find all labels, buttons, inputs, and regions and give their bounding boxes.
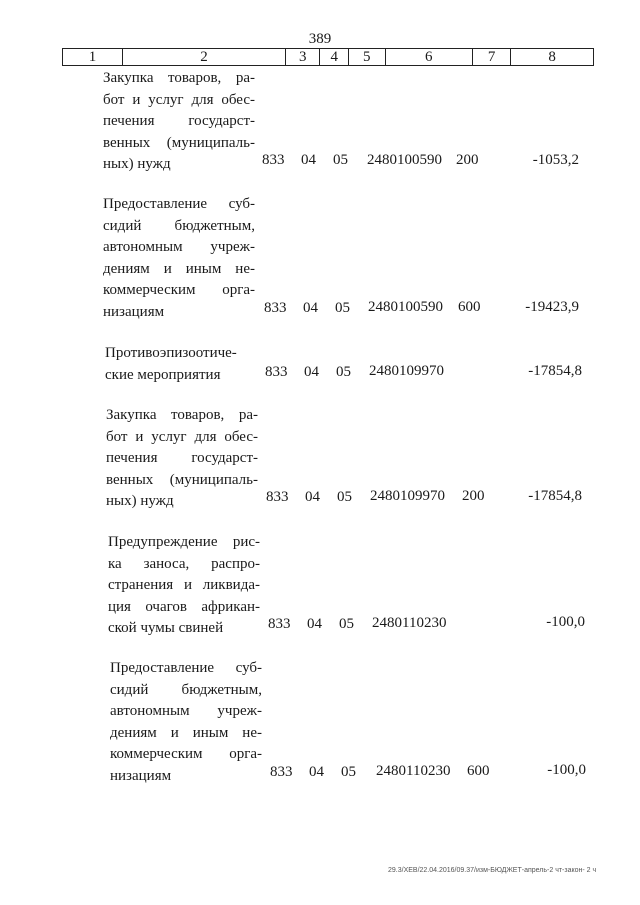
text-line: печения государст- [106, 450, 258, 466]
text-line: бот и услуг для обес- [106, 428, 258, 445]
text-line: ской чумы свиней [108, 620, 224, 636]
row-3-section: 04 [304, 364, 319, 380]
text-line: бот и услуг для обес- [103, 91, 255, 108]
text-line: ские мероприятия [105, 366, 221, 383]
row-1-code: 833 [262, 152, 285, 168]
row-3-subsection: 05 [336, 364, 351, 380]
text-line: низациям [103, 303, 165, 320]
row-5-description [108, 532, 260, 640]
row-4-amount: -17854,8 [528, 488, 582, 504]
row-2-target: 2480100590 [368, 299, 443, 315]
row-3-target: 2480109970 [369, 363, 444, 379]
row-2-type: 600 [458, 299, 481, 315]
text-line: сидий бюджетным, [110, 681, 262, 698]
document-footer: 29.3/XEB/22.04.2016/09.37/изм-БЮДЖЕТ-апрель-2 чт-закон- 2 ч [388, 867, 597, 874]
text-line: странения и ликвида- [108, 577, 260, 593]
text-line: венных (муниципаль- [103, 134, 255, 151]
row-2-description [103, 194, 255, 323]
row-1-target: 2480100590 [367, 152, 442, 168]
text-line: ка заноса, распро- [108, 555, 260, 572]
row-3-code: 833 [265, 364, 288, 380]
row-5-target: 2480110230 [372, 615, 447, 631]
row-6-target: 2480110230 [376, 763, 451, 779]
text-line: Закупка товаров, ра- [103, 70, 255, 86]
text-line: ных) нужд [103, 156, 171, 172]
row-2-subsection: 05 [335, 300, 350, 316]
column-header-1: 1 [63, 49, 123, 66]
row-1-subsection: 05 [333, 152, 348, 168]
row-4-code: 833 [266, 489, 289, 505]
row-2-code: 833 [264, 300, 287, 316]
row-6-subsection: 05 [341, 764, 356, 780]
row-3-description [105, 343, 257, 386]
text-line: Предупреждение рис- [108, 534, 260, 550]
text-line: дениям и иным не- [110, 724, 262, 741]
row-1-type: 200 [456, 152, 479, 168]
text-line: автономным учреж- [103, 239, 255, 255]
text-line: коммерческим орга- [103, 282, 255, 298]
row-5-section: 04 [307, 616, 322, 632]
text-line: Предоставление суб- [110, 660, 262, 676]
text-line: ция очагов африкан- [108, 598, 260, 615]
text-line: Закупка товаров, ра- [106, 407, 258, 423]
row-1-description [103, 68, 255, 176]
column-header-4: 4 [320, 49, 349, 66]
text-line: печения государст- [103, 113, 255, 129]
row-4-subsection: 05 [337, 489, 352, 505]
column-header-7: 7 [472, 49, 510, 66]
text-line: ных) нужд [106, 493, 174, 509]
text-line: дениям и иным не- [103, 260, 255, 277]
text-line: коммерческим орга- [110, 746, 262, 762]
text-line: низациям [110, 767, 172, 784]
row-6-description [110, 658, 262, 787]
column-header-2: 2 [122, 49, 285, 66]
column-header-6: 6 [385, 49, 472, 66]
row-6-amount: -100,0 [547, 762, 586, 778]
row-6-type: 600 [467, 763, 490, 779]
row-2-amount: -19423,9 [525, 299, 579, 315]
text-line: венных (муниципаль- [106, 471, 258, 488]
row-4-description [106, 405, 258, 513]
column-header-3: 3 [285, 49, 319, 66]
row-6-code: 833 [270, 764, 293, 780]
text-line: автономным учреж- [110, 703, 262, 719]
row-4-type: 200 [462, 488, 485, 504]
row-6-section: 04 [309, 764, 324, 780]
text-line: сидий бюджетным, [103, 217, 255, 234]
column-header-5: 5 [349, 49, 385, 66]
row-3-amount: -17854,8 [528, 363, 582, 379]
row-4-target: 2480109970 [370, 488, 445, 504]
row-5-subsection: 05 [339, 616, 354, 632]
column-header-8: 8 [511, 49, 594, 66]
text-line: Противоэпизоотиче- [105, 345, 237, 361]
row-2-section: 04 [303, 300, 318, 316]
row-1-amount: -1053,2 [532, 152, 579, 168]
row-5-code: 833 [268, 616, 291, 632]
row-4-section: 04 [305, 489, 320, 505]
row-5-amount: -100,0 [546, 614, 585, 630]
row-1-section: 04 [301, 152, 316, 168]
column-header-row [62, 48, 594, 66]
text-line: Предоставление суб- [103, 196, 255, 212]
page-number: 389 [308, 31, 332, 47]
